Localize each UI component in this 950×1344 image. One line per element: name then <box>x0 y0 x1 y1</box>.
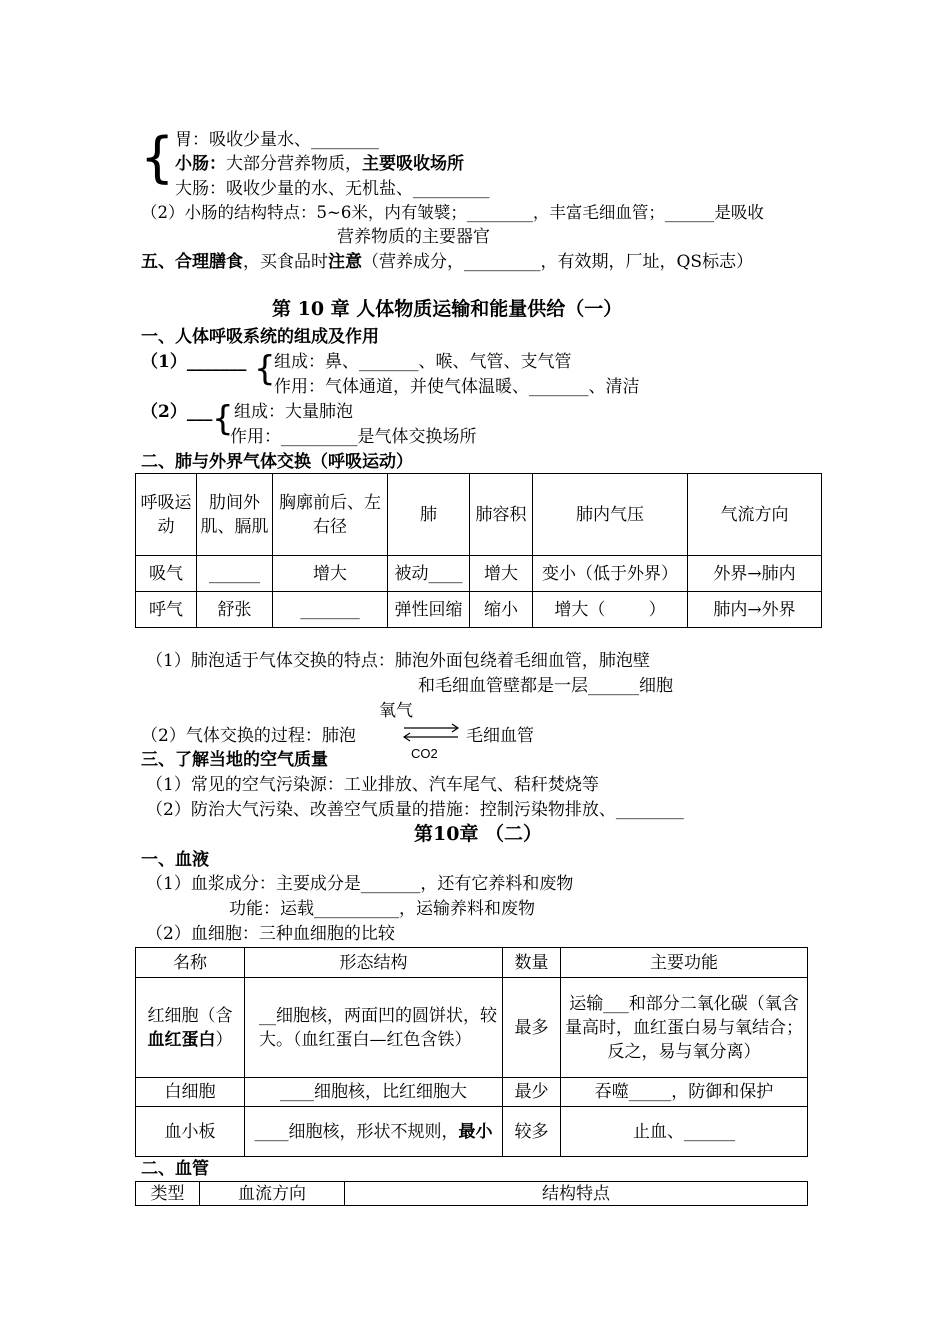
stomach-line: 胃：吸收少量水、________ <box>175 130 379 150</box>
diet-line <box>141 251 753 273</box>
cell: 舒张 <box>197 592 273 628</box>
rbc-name-c: ） <box>215 1029 233 1050</box>
diet-emph: 注意 <box>328 252 362 272</box>
vessels-table <box>135 1181 808 1206</box>
blood-cells-intro: （2）血细胞：三种血细胞的比较 <box>146 924 395 944</box>
wbc-structure: ____细胞核，比红细胞大 <box>245 1078 503 1107</box>
respiratory-tract-label: （1）_______ <box>141 352 247 372</box>
header-pressure: 肺内气压 <box>533 474 688 556</box>
blood-heading: 一、血液 <box>141 850 209 870</box>
breathing-table <box>135 473 822 628</box>
cell: _______ <box>273 592 388 628</box>
wbc-function: 吞噬_____，防御和保护 <box>561 1078 808 1107</box>
platelet-name: 血小板 <box>136 1107 245 1157</box>
header-lung-volume: 肺容积 <box>470 474 533 556</box>
cell: 被动____ <box>388 556 470 592</box>
small-intestine-text: 大部分营养物质， <box>226 154 362 174</box>
vessels-heading: 二、血管 <box>141 1159 209 1179</box>
rbc-structure: __细胞核，两面凹的圆饼状，较大。（血红蛋白—红色含铁） <box>245 978 503 1078</box>
cell: 变小（低于外界） <box>533 556 688 592</box>
small-intestine-label: 小肠： <box>175 154 226 174</box>
respiratory-tract-composition: 组成：鼻、_______、喉、气管、支气管 <box>274 352 572 372</box>
chapter10-title: 第 10 章 人体物质运输和能量供给（一） <box>272 298 623 320</box>
rbc-count: 最多 <box>503 978 561 1078</box>
gas-exchange-process: （2）气体交换的过程：肺泡 <box>141 726 356 746</box>
lung-label: （2）___ <box>141 402 213 422</box>
rbc-name-a: 红细胞（含 <box>147 1005 233 1026</box>
header-count: 数量 <box>503 948 561 978</box>
cell: 呼气 <box>136 592 197 628</box>
small-intestine-structure: （2）小肠的结构特点：5~6米，内有皱襞；________，丰富毛细血管；______是吸收 <box>141 203 764 222</box>
chapter10-part2-title: 第10章 （二） <box>414 823 543 845</box>
wbc-name: 白细胞 <box>136 1078 245 1107</box>
capillary-label: 毛细血管 <box>466 726 534 746</box>
co2-label: CO2 <box>411 746 438 761</box>
lung-function: 作用：_________是气体交换场所 <box>230 427 477 447</box>
wbc-count: 最少 <box>503 1078 561 1107</box>
header-structure-features: 结构特点 <box>345 1182 808 1206</box>
platelet-structure-b: 最小 <box>458 1121 493 1142</box>
table-row <box>136 1107 808 1157</box>
plasma-function: 功能：运载__________，运输养料和废物 <box>229 899 535 919</box>
plasma-composition: （1）血浆成分：主要成分是_______，还有它养料和废物 <box>146 874 574 894</box>
rbc-name <box>136 978 245 1078</box>
table-row <box>136 592 822 628</box>
table-row <box>136 978 808 1078</box>
header-type: 类型 <box>136 1182 200 1206</box>
rbc-function: 运输___和部分二氧化碳（氧含量高时，血红蛋白易与氧结合；反之，易与氧分离） <box>561 978 808 1078</box>
cell: 缩小 <box>470 592 533 628</box>
header-lung: 肺 <box>388 474 470 556</box>
cell: 外界→肺内 <box>688 556 822 592</box>
diet-detail: （营养成分，_________，有效期，厂址，QS标志） <box>362 252 754 272</box>
header-thorax: 胸廓前后、左右径 <box>273 474 388 556</box>
diet-text: ，买食品时 <box>243 252 328 272</box>
pollution-measures: （2）防治大气污染、改善空气质量的措施：控制污染物排放、________ <box>146 800 684 820</box>
diet-heading: 五、合理膳食 <box>141 252 243 272</box>
oxygen-label: 氧气 <box>379 701 413 721</box>
gas-exchange-heading: 二、肺与外界气体交换（呼吸运动） <box>141 452 413 472</box>
cell: 增大 <box>273 556 388 592</box>
cell: 增大（ ） <box>533 592 688 628</box>
platelet-structure-a: ____细胞核，形状不规则， <box>254 1121 459 1142</box>
blood-cells-table <box>135 947 808 1157</box>
platelet-structure <box>245 1107 503 1157</box>
exchange-arrows-icon <box>398 721 464 745</box>
alveoli-features-cont: 和毛细血管壁都是一层______细胞 <box>418 676 673 696</box>
table-row <box>136 556 822 592</box>
brace-lung: { <box>212 399 234 439</box>
large-intestine-line: 大肠：吸收少量的水、无机盐、_________ <box>175 179 490 199</box>
cell: 肺内→外界 <box>688 592 822 628</box>
header-function: 主要功能 <box>561 948 808 978</box>
brace-tract: { <box>254 349 276 389</box>
table-row <box>136 1078 808 1107</box>
header-name: 名称 <box>136 948 245 978</box>
header-muscles: 肋间外肌、膈肌 <box>197 474 273 556</box>
small-intestine-line <box>175 153 464 175</box>
cell: ______ <box>197 556 273 592</box>
header-structure: 形态结构 <box>245 948 503 978</box>
small-intestine-emph: 主要吸收场所 <box>362 154 464 174</box>
cell: 增大 <box>470 556 533 592</box>
small-intestine-structure-cont: 营养物质的主要器官 <box>337 227 490 247</box>
pollution-sources: （1）常见的空气污染源：工业排放、汽车尾气、秸秆焚烧等 <box>146 775 599 795</box>
alveoli-features: （1）肺泡适于气体交换的特点：肺泡外面包绕着毛细血管，肺泡壁 <box>146 651 650 671</box>
header-breathing: 呼吸运动 <box>136 474 197 556</box>
rbc-name-b: 血红蛋白 <box>147 1029 216 1050</box>
header-airflow: 气流方向 <box>688 474 822 556</box>
air-quality-heading: 三、了解当地的空气质量 <box>141 750 328 770</box>
cell: 吸气 <box>136 556 197 592</box>
respiratory-tract-function: 作用：气体通道，并使气体温暖、_______、清洁 <box>274 377 640 397</box>
platelet-function: 止血、______ <box>561 1107 808 1157</box>
brace-absorption: { <box>140 126 175 189</box>
platelet-count: 较多 <box>503 1107 561 1157</box>
lung-composition: 组成：大量肺泡 <box>234 402 353 422</box>
header-flow-direction: 血流方向 <box>200 1182 345 1206</box>
respiratory-heading: 一、人体呼吸系统的组成及作用 <box>141 327 379 347</box>
cell: 弹性回缩 <box>388 592 470 628</box>
